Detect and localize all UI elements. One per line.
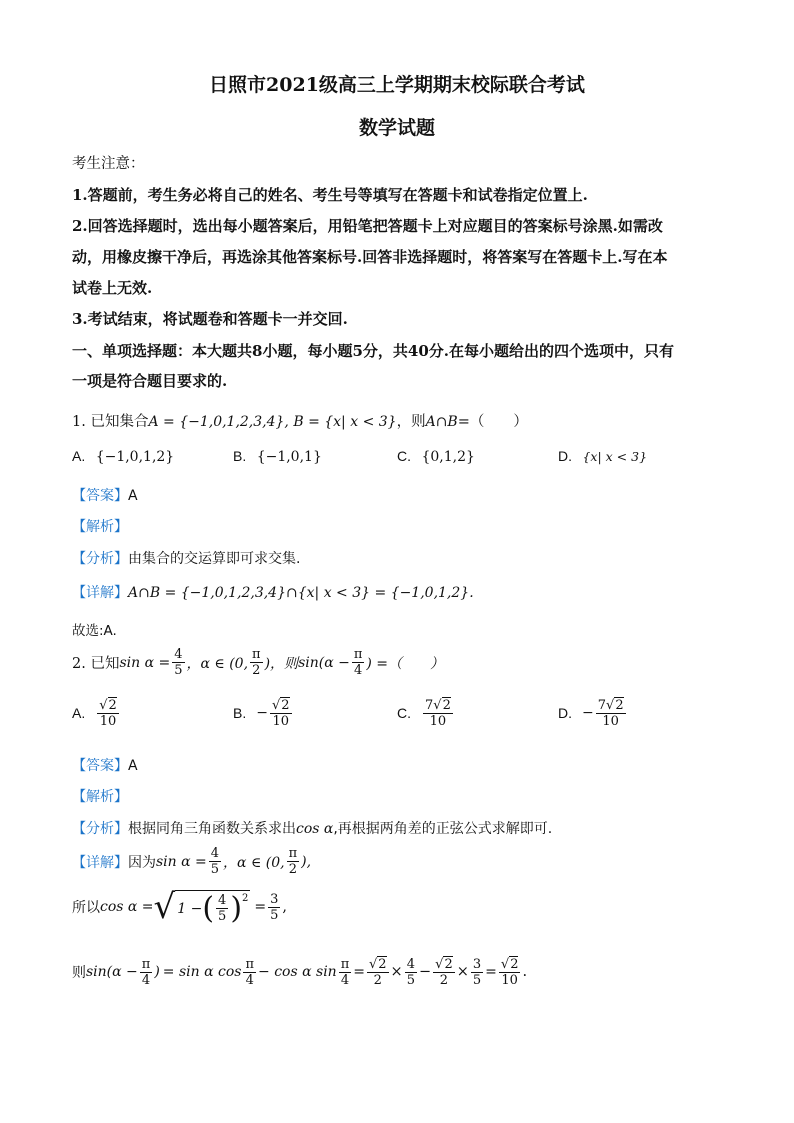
q2-option-c bbox=[397, 697, 455, 729]
frac-den: 2 bbox=[373, 973, 382, 988]
eq-sin-cos: = sin α cos bbox=[162, 964, 242, 980]
q1-xiangjie bbox=[72, 582, 474, 602]
q1-stem-math: A = {−1,0,1,2,3,4}, B = {x| x < 3} bbox=[148, 414, 397, 430]
section-heading-line-1: 一、单项选择题：本大题共8小题，每小题5分，共40分.在每小题给出的四个选项中，只有 bbox=[72, 342, 674, 360]
q1-option-b bbox=[233, 448, 322, 465]
q2-cos-alpha: cos α = bbox=[100, 899, 154, 915]
q2-option-a-frac bbox=[97, 697, 119, 729]
coef-7: 7 bbox=[425, 698, 434, 713]
frac-num: π bbox=[340, 956, 350, 972]
notice-line-2a: 2.回答选择题时，选出每小题答案后，用铅笔把答题卡上对应题目的答案标号涂黑.如需改 bbox=[72, 217, 663, 235]
q2-ze: 则 bbox=[72, 965, 86, 981]
q2-answer bbox=[72, 755, 138, 775]
minus-sign: − bbox=[256, 705, 268, 721]
frac-den: 10 bbox=[501, 973, 518, 988]
q2-option-d-frac bbox=[596, 697, 626, 729]
q2-xiangjie-tag: 【详解】 bbox=[72, 854, 128, 871]
sqrt-body: 2 bbox=[444, 957, 453, 972]
frac-num: 3 bbox=[270, 891, 279, 907]
q1-answer bbox=[72, 485, 138, 505]
q1-option-d bbox=[558, 448, 647, 465]
sqrt-body: 2 bbox=[615, 698, 624, 713]
notice-heading: 考生注意： bbox=[72, 156, 145, 172]
sqrt-body: 2 bbox=[108, 698, 117, 713]
frac-4-5 bbox=[216, 893, 228, 924]
eq-sign: = bbox=[254, 899, 267, 915]
q2-option-b-label: B. bbox=[233, 705, 247, 721]
frac-3-5 bbox=[268, 892, 280, 923]
q2-close2: ) =（ ） bbox=[366, 655, 445, 672]
q1-stem-mid: ，则 bbox=[396, 414, 426, 430]
frac-den: 4 bbox=[141, 972, 151, 988]
q2-suoyi: 所以 bbox=[72, 900, 100, 916]
frac-den: 5 bbox=[270, 907, 279, 923]
q1-option-c-label: C. bbox=[397, 448, 411, 464]
times: × bbox=[390, 964, 403, 980]
eq-sign: = bbox=[485, 964, 497, 980]
frac-den: 10 bbox=[272, 714, 290, 729]
one-minus: 1 − bbox=[177, 900, 203, 917]
q2-cos-line bbox=[72, 887, 288, 927]
q2-jiexi-tag: 【解析】 bbox=[72, 789, 128, 805]
q2-option-b-frac bbox=[270, 697, 292, 729]
q2-sin-alpha: sin α = bbox=[119, 654, 171, 671]
frac-den: 10 bbox=[429, 714, 447, 729]
q2-alpha-in-b: ，α ∈ (0, bbox=[223, 854, 285, 871]
frac-den: 5 bbox=[406, 972, 415, 988]
q2-sin-expr: sin(α − bbox=[298, 654, 350, 671]
q1-option-a-label: A. bbox=[72, 448, 86, 464]
frac-num: 3 bbox=[472, 956, 482, 972]
q2-frac-4-5 bbox=[172, 647, 184, 678]
coef-7: 7 bbox=[597, 698, 607, 713]
q1-conclusion: 故选:A. bbox=[72, 623, 117, 639]
q1-answer-tag: 【答案】 bbox=[72, 488, 128, 504]
q2-option-a bbox=[72, 697, 121, 729]
frac-num: √2 bbox=[500, 957, 519, 972]
notice-line-2b: 动，用橡皮擦干净后，再选涂其他答案标号.回答非选择题时，将答案写在答题卡上.写在本 bbox=[72, 248, 668, 266]
frac-den: 5 bbox=[210, 862, 220, 877]
q2-option-d bbox=[558, 697, 628, 729]
frac-num: √2 bbox=[271, 698, 290, 713]
q2-sin-alpha-2: sin α = bbox=[156, 853, 207, 870]
notice-line-2c: 试卷上无效. bbox=[72, 279, 153, 297]
frac-sqrt2-2-a bbox=[367, 956, 389, 988]
frac-pi-4-b bbox=[243, 957, 256, 988]
q2-fenxi-a: 根据同角三角函数关系求出 bbox=[128, 821, 296, 837]
q2-because: 因为 bbox=[128, 854, 156, 871]
q2-option-b bbox=[233, 697, 294, 729]
q2-fenxi-cos: cos α bbox=[296, 821, 334, 837]
frac-den: 4 bbox=[340, 972, 350, 988]
frac-4-5-c bbox=[405, 957, 417, 988]
frac-num: √2 bbox=[435, 957, 453, 972]
q2-answer-value: A bbox=[128, 758, 138, 774]
q1-option-a-value: {−1,0,1,2} bbox=[95, 449, 175, 465]
frac-num: 4 bbox=[218, 893, 227, 908]
q1-option-c bbox=[397, 448, 475, 465]
q1-fenxi-text: 由集合的交运算即可求交集. bbox=[128, 551, 301, 567]
q1-stem-suffix: =（ ） bbox=[457, 414, 528, 430]
q1-option-b-label: B. bbox=[233, 448, 247, 464]
q1-stem-math2: A∩B bbox=[425, 414, 458, 430]
q2-option-c-label: C. bbox=[397, 705, 411, 721]
q1-answer-value: A bbox=[128, 488, 138, 504]
q2-option-d-label: D. bbox=[558, 705, 572, 721]
sqrt-body: 2 bbox=[442, 698, 451, 713]
q2-frac-pi-2-b bbox=[287, 846, 300, 877]
q2-frac-pi-4 bbox=[352, 647, 365, 678]
square-exp: 2 bbox=[242, 893, 249, 904]
q2-option-c-frac bbox=[423, 697, 453, 729]
frac-3-5-b bbox=[471, 957, 483, 988]
q2-frac-4-5-b bbox=[209, 846, 221, 877]
q2-option-a-label: A. bbox=[72, 705, 86, 721]
frac-num: 4 bbox=[174, 647, 183, 662]
frac-den: 5 bbox=[174, 663, 183, 678]
question-1-stem bbox=[72, 410, 528, 431]
sqrt-body: 2 bbox=[378, 957, 387, 972]
q1-option-b-value: {−1,0,1} bbox=[256, 449, 322, 465]
q1-jiexi-tag: 【解析】 bbox=[72, 519, 128, 535]
frac-num: 4 bbox=[406, 956, 415, 972]
minus-cos-sin: − cos α sin bbox=[258, 964, 337, 980]
q2-sqrt-expr: √ 1 − ( $\frac{4}{5}$ ) $^2$ bbox=[153, 887, 249, 927]
minus-sign: − bbox=[582, 705, 594, 721]
eq-sign: = bbox=[353, 964, 365, 980]
q2-fenxi-tag: 【分析】 bbox=[72, 821, 128, 837]
frac-num: 7√2 bbox=[425, 698, 451, 713]
frac-num: π bbox=[245, 956, 255, 972]
sqrt-body: 1 − ( $\frac{4}{5}$ ) $^2$ bbox=[177, 890, 249, 926]
frac-den: 10 bbox=[99, 714, 117, 729]
q1-option-d-label: D. bbox=[558, 448, 572, 464]
q2-close-b: ), bbox=[301, 853, 312, 870]
section-heading-line-2: 一项是符合题目要求的. bbox=[72, 372, 228, 390]
frac-sqrt2-10 bbox=[499, 956, 521, 988]
frac-num: √2 bbox=[368, 957, 387, 972]
sin-expr: sin(α − bbox=[86, 964, 138, 980]
frac-pi-4 bbox=[140, 957, 153, 988]
q2-fenxi bbox=[72, 818, 552, 838]
frac-den: 2 bbox=[252, 663, 261, 678]
frac-den: 10 bbox=[602, 714, 619, 729]
minus-sign: − bbox=[418, 964, 432, 980]
q2-alpha-in: ，α ∈ (0, bbox=[186, 655, 249, 672]
q1-option-c-value: {0,1,2} bbox=[421, 449, 475, 465]
frac-den: 4 bbox=[245, 972, 254, 988]
q1-fenxi bbox=[72, 548, 300, 568]
frac-den: 5 bbox=[218, 909, 227, 924]
period: . bbox=[522, 964, 528, 980]
notice-line-1: 1.答题前，考生务必将自己的姓名、考生号等填写在答题卡和试卷指定位置上. bbox=[72, 186, 588, 204]
frac-den: 2 bbox=[439, 973, 449, 988]
close-paren: ) bbox=[154, 964, 160, 980]
q2-frac-pi-2 bbox=[250, 647, 263, 678]
q2-answer-tag: 【答案】 bbox=[72, 758, 128, 774]
notice-line-3: 3.考试结束，将试题卷和答题卡一并交回. bbox=[72, 310, 348, 328]
frac-den: 2 bbox=[288, 862, 297, 877]
q1-option-a bbox=[72, 448, 174, 465]
frac-num: 7√2 bbox=[597, 698, 624, 713]
frac-den: 4 bbox=[353, 663, 363, 678]
frac-num: π bbox=[252, 647, 261, 662]
frac-num: 4 bbox=[210, 846, 220, 861]
q1-xiangjie-tag: 【详解】 bbox=[72, 585, 128, 601]
sqrt-body: 2 bbox=[510, 957, 519, 972]
times: × bbox=[456, 964, 469, 980]
frac-num: √2 bbox=[99, 698, 117, 713]
frac-num: π bbox=[353, 647, 363, 662]
q2-stem-prefix: 2. 已知 bbox=[72, 656, 120, 672]
q1-xiangjie-text: A∩B = {−1,0,1,2,3,4}∩{x| x < 3} = {−1,0,1,2}. bbox=[128, 585, 474, 601]
frac-num: π bbox=[288, 846, 298, 861]
frac-num: π bbox=[141, 956, 151, 972]
frac-den: 5 bbox=[472, 972, 482, 988]
sqrt-body: 2 bbox=[281, 698, 290, 713]
q1-fenxi-tag: 【分析】 bbox=[72, 551, 128, 567]
page-subtitle: 数学试题 bbox=[358, 117, 435, 139]
comma: , bbox=[282, 899, 288, 915]
question-2-stem bbox=[72, 647, 444, 678]
q2-xiangjie bbox=[72, 846, 311, 877]
q2-final-line bbox=[72, 956, 527, 988]
frac-sqrt2-2-b bbox=[433, 956, 455, 988]
q2-close: )，则 bbox=[264, 655, 299, 672]
q1-stem-prefix: 1. 已知集合 bbox=[72, 414, 149, 430]
q2-fenxi-b: ,再根据两角差的正弦公式求解即可. bbox=[333, 821, 553, 837]
page-title: 日照市2021级高三上学期期末校际联合考试 bbox=[209, 74, 585, 96]
q1-option-d-value: {x| x < 3} bbox=[582, 449, 648, 464]
frac-pi-4-c bbox=[339, 957, 352, 988]
